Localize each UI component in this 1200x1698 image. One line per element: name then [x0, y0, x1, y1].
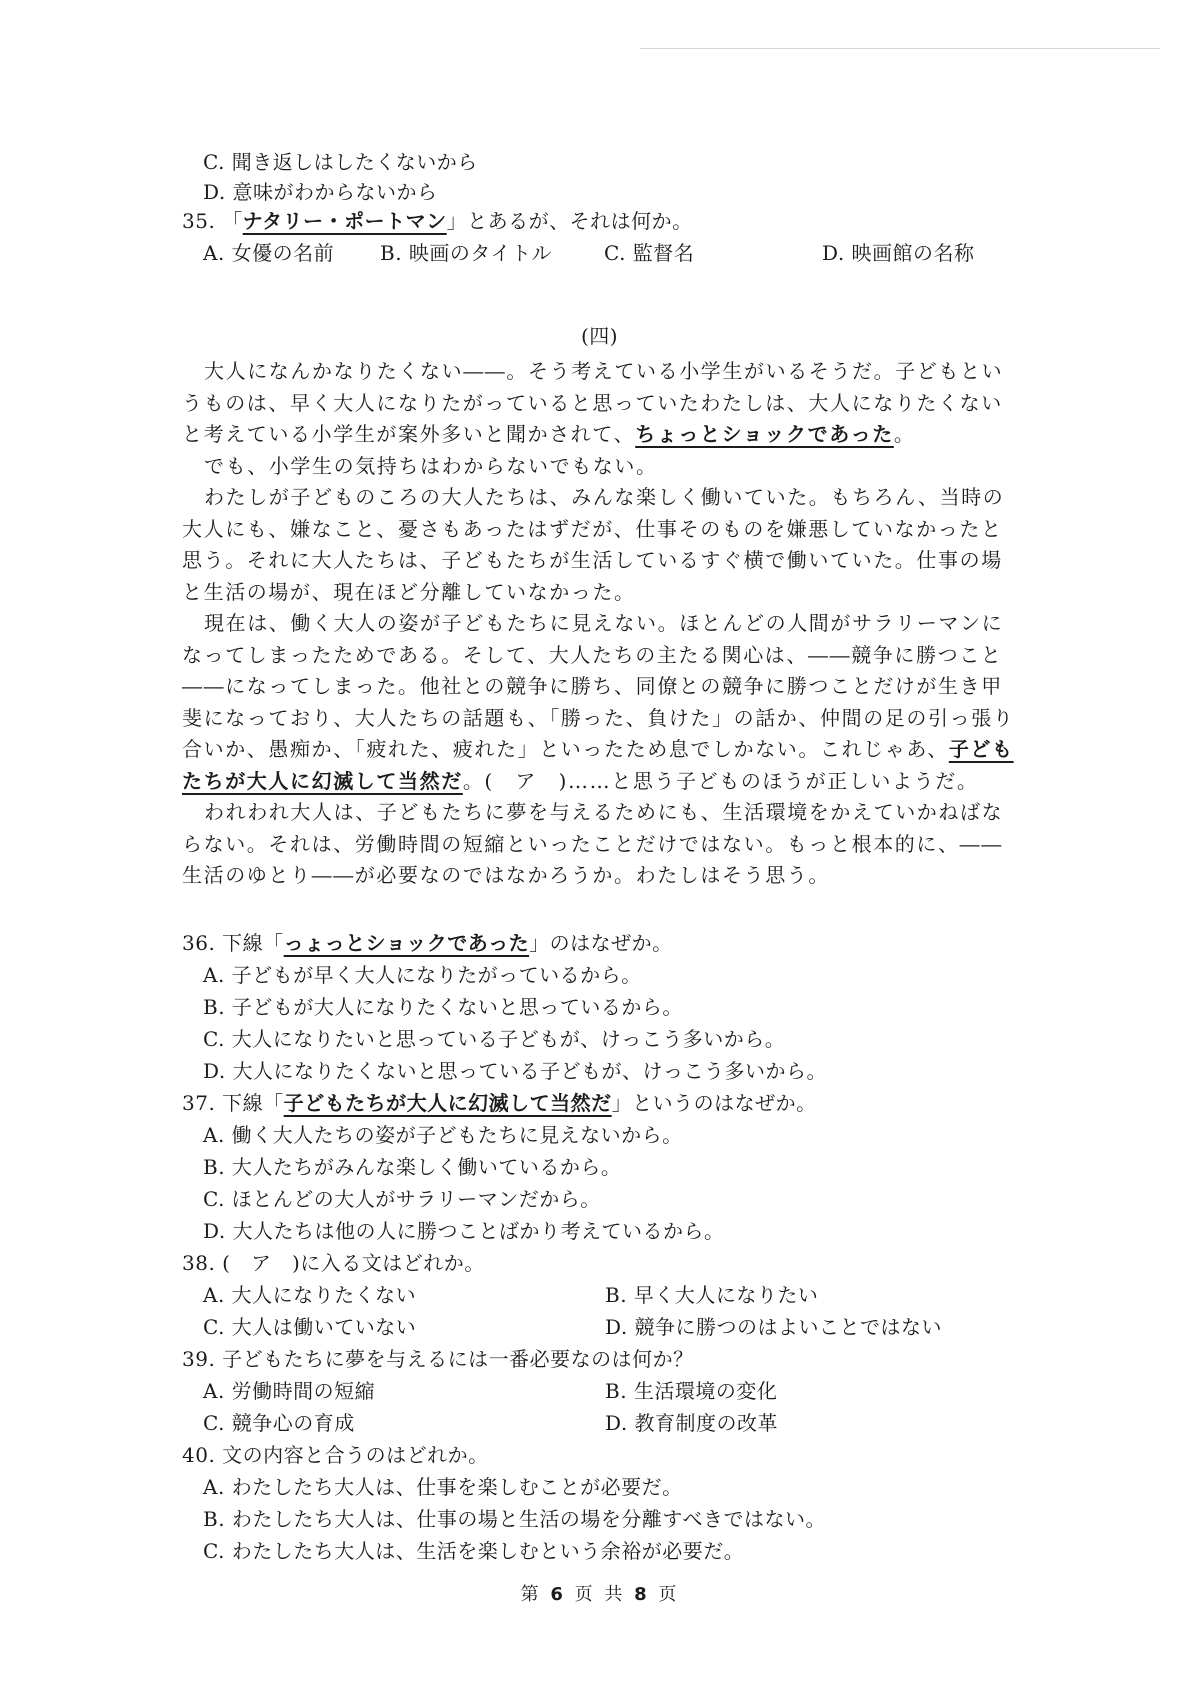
passage-paragraph-1: [182, 356, 1020, 451]
q39-option-d: D. 教育制度の改革: [605, 1411, 779, 1435]
footer-post: 页: [658, 1584, 680, 1605]
q36-option-b: B. 子どもが大人になりたくないと思っているから。: [203, 995, 683, 1019]
q37-option-d: D. 大人たちは他の人に勝つことばかり考えているから。: [203, 1219, 725, 1243]
q35-option-d: D. 映画館の名称: [822, 241, 975, 265]
q36-option-a: A. 子どもが早く大人になりたがっているから。: [203, 963, 642, 987]
q37-option-a: A. 働く大人たちの姿が子どもたちに見えないから。: [203, 1123, 683, 1147]
q38-option-a: A. 大人になりたくない: [203, 1283, 417, 1307]
q39-option-a: A. 労働時間の短縮: [203, 1379, 376, 1403]
reading-passage: [182, 356, 1020, 892]
q38-option-d: D. 競争に勝つのはよいことではない: [605, 1315, 943, 1339]
q40-option-c: C. わたしたち大人は、生活を楽しむという余裕が必要だ。: [203, 1539, 745, 1563]
footer-pre: 第: [520, 1584, 542, 1605]
q38-option-b: B. 早く大人になりたい: [605, 1283, 819, 1307]
q36-option-d: D. 大人になりたくないと思っている子どもが、けっこう多いから。: [203, 1059, 828, 1083]
prev-option-d: D. 意味がわからないから: [203, 180, 438, 204]
current-page-number: 6: [550, 1584, 566, 1605]
q38-option-c: C. 大人は働いていない: [203, 1315, 417, 1339]
q35-option-b: B. 映画のタイトル: [380, 241, 553, 265]
prev-option-c: C. 聞き返しはしたくないから: [203, 150, 478, 174]
question-36: [182, 929, 673, 957]
q36-option-c: C. 大人になりたいと思っている子どもが、けっこう多いから。: [203, 1027, 786, 1051]
q40-option-a: A. わたしたち大人は、仕事を楽しむことが必要だ。: [203, 1475, 683, 1499]
q35-suffix: 」とあるが、それは何か。: [446, 209, 693, 233]
p1-text: 大人になんかなりたくない――。そう考えている小学生がいるそうだ。子どもというものは、早く大人になりたがっていると思っていたわたしは、大人になりたくないと考えている小学生が案外多いと聞かされて、: [182, 359, 1004, 446]
question-37: [182, 1089, 817, 1117]
q37-option-c: C. ほとんどの大人がサラリーマンだから。: [203, 1187, 601, 1211]
q35-option-a: A. 女優の名前: [203, 241, 335, 265]
question-35: [182, 207, 693, 235]
q35-option-c: C. 監督名: [604, 241, 695, 265]
p1-end: 。: [893, 422, 916, 446]
section-title: (四): [581, 324, 619, 348]
total-pages: 8: [634, 1584, 650, 1605]
p4-underlined: 子どもたちが大人に幻滅して当然だ: [182, 737, 1014, 793]
q36-prefix: 36. 下線「: [182, 931, 284, 955]
passage-paragraph-3: わたしが子どものころの大人たちは、みんな楽しく働いていた。もちろん、当時の大人にも、嫌なこと、憂さもあったはずだが、仕事そのものを嫌悪していなかったと思う。それに大人たちは、子どもたちが生活しているすぐ横で働いていた。仕事の場と生活の場が、現在ほど分離していなかった。: [182, 485, 1005, 604]
q37-option-b: B. 大人たちがみんな楽しく働いているから。: [203, 1155, 622, 1179]
q39-option-c: C. 競争心の育成: [203, 1411, 355, 1435]
q35-underlined: ナタリー・ポートマン: [242, 209, 447, 233]
scan-edge-line: [640, 48, 1160, 49]
p1-underlined: ちょっとショックであった: [635, 422, 894, 446]
q35-prefix: 35. 「: [182, 209, 243, 233]
question-40: 40. 文の内容と合うのはどれか。: [182, 1443, 489, 1467]
p4-text: 現在は、働く大人の姿が子どもたちに見えない。ほとんどの人間がサラリーマンになってしまったためである。そして、大人たちの主たる関心は、――競争に勝つこと――になってしまった。他社との競争に勝ち、同僚との競争に勝つことだけが生き甲斐になっており、大人たちの話題も、「勝った、負けた」の話か、仲間の足の引っ張り合いか、愚痴か、「疲れた、疲れた」といったため息でしかない。これじゃあ、: [182, 611, 1015, 761]
question-39: 39. 子どもたちに夢を与えるには一番必要なのは何か？: [182, 1347, 694, 1371]
q37-suffix: 」というのはなぜか。: [611, 1091, 817, 1115]
passage-paragraph-2: でも、小学生の気持ちはわからないでもない。: [204, 453, 658, 478]
passage-paragraph-4: [182, 608, 1020, 797]
q37-prefix: 37. 下線「: [182, 1091, 284, 1115]
q37-underlined: 子どもたちが大人に幻滅して当然だ: [283, 1091, 612, 1115]
p4-end: 。( ア )……と思う子どものほうが正しいようだ。: [462, 768, 979, 793]
page-footer: [0, 1580, 1200, 1606]
q36-suffix: 」のはなぜか。: [529, 931, 673, 955]
q39-option-b: B. 生活環境の変化: [605, 1379, 778, 1403]
q36-underlined: っょっとショックであった: [283, 931, 530, 955]
passage-paragraph-5: われわれ大人は、子どもたちに夢を与えるためにも、生活環境をかえていかねばならない。それは、労働時間の短縮といったことだけではない。もっと根本的に、――生活のゆとり――が必要なのではなかろうか。わたしはそう思う。: [182, 800, 1004, 887]
q40-option-b: B. わたしたち大人は、仕事の場と生活の場を分離すべきではない。: [203, 1507, 827, 1531]
question-38: 38. ( ア )に入る文はどれか。: [182, 1251, 485, 1275]
footer-mid: 页 共: [574, 1584, 626, 1605]
